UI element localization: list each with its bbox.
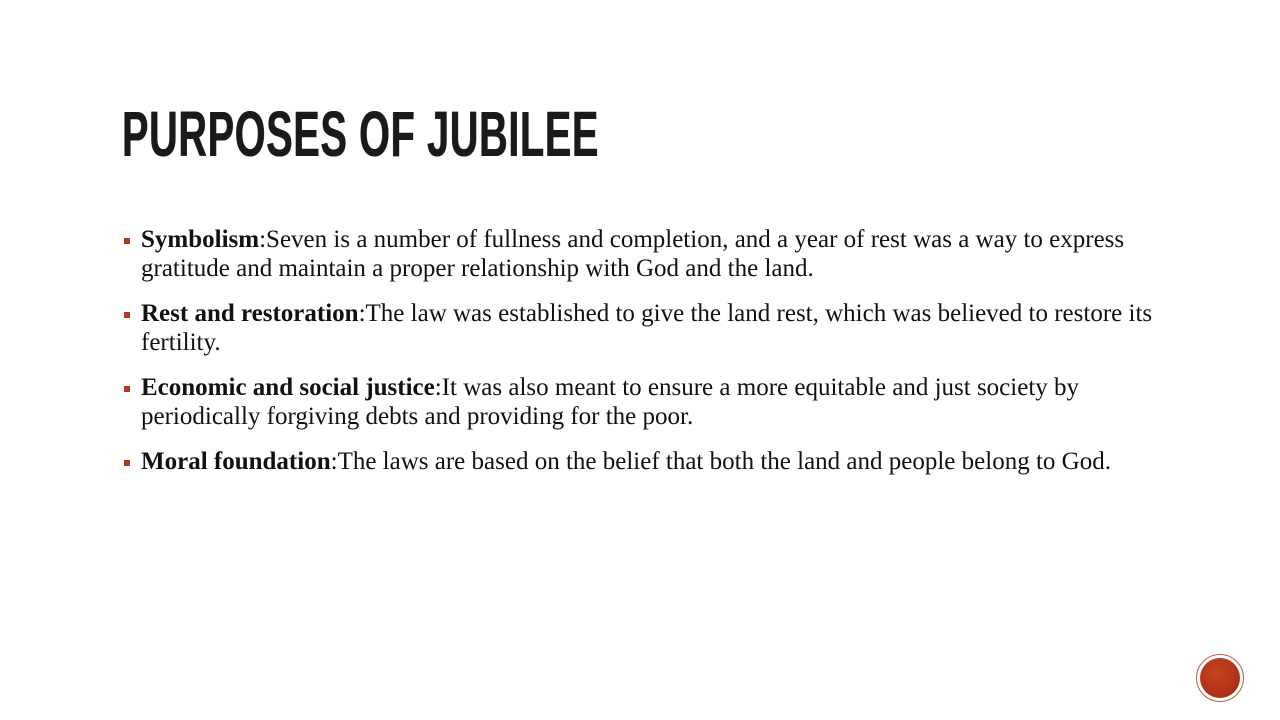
bullet-item xyxy=(124,448,1164,477)
bullet-text: The law was established to give the land rest, which was believed to restore its fertility. xyxy=(141,300,1153,356)
bullet-separator: : xyxy=(434,374,442,401)
bullet-term: Symbolism xyxy=(141,226,260,253)
square-bullet-icon xyxy=(124,460,130,466)
bullet-term: Economic and social justice xyxy=(141,374,435,401)
bullet-term: Rest and restoration xyxy=(141,300,359,327)
bullet-separator: : xyxy=(259,226,267,253)
bullet-text: Seven is a number of fullness and completion, and a year of rest was a way to express gratitude and maintain a proper relationship with God and the land. xyxy=(141,226,1125,282)
bullet-text: The laws are based on the belief that both the land and people belong to God. xyxy=(337,448,1111,475)
bullet-text: It was also meant to ensure a more equitable and just society by periodically forgiving debts and providing for the poor. xyxy=(141,374,1080,430)
bullet-list xyxy=(124,226,1164,494)
slide-nav-button[interactable] xyxy=(1196,654,1244,702)
bullet-separator: : xyxy=(330,448,338,475)
bullet-separator: : xyxy=(358,300,366,327)
circle-nav-icon xyxy=(1200,658,1240,698)
bullet-item xyxy=(124,226,1164,283)
square-bullet-icon xyxy=(124,312,130,318)
bullet-item xyxy=(124,374,1164,431)
bullet-term: Moral foundation xyxy=(141,448,331,475)
bullet-item xyxy=(124,300,1164,357)
slide-title: PURPOSES OF JUBILEE xyxy=(122,98,600,170)
square-bullet-icon xyxy=(124,386,130,392)
square-bullet-icon xyxy=(124,238,130,244)
